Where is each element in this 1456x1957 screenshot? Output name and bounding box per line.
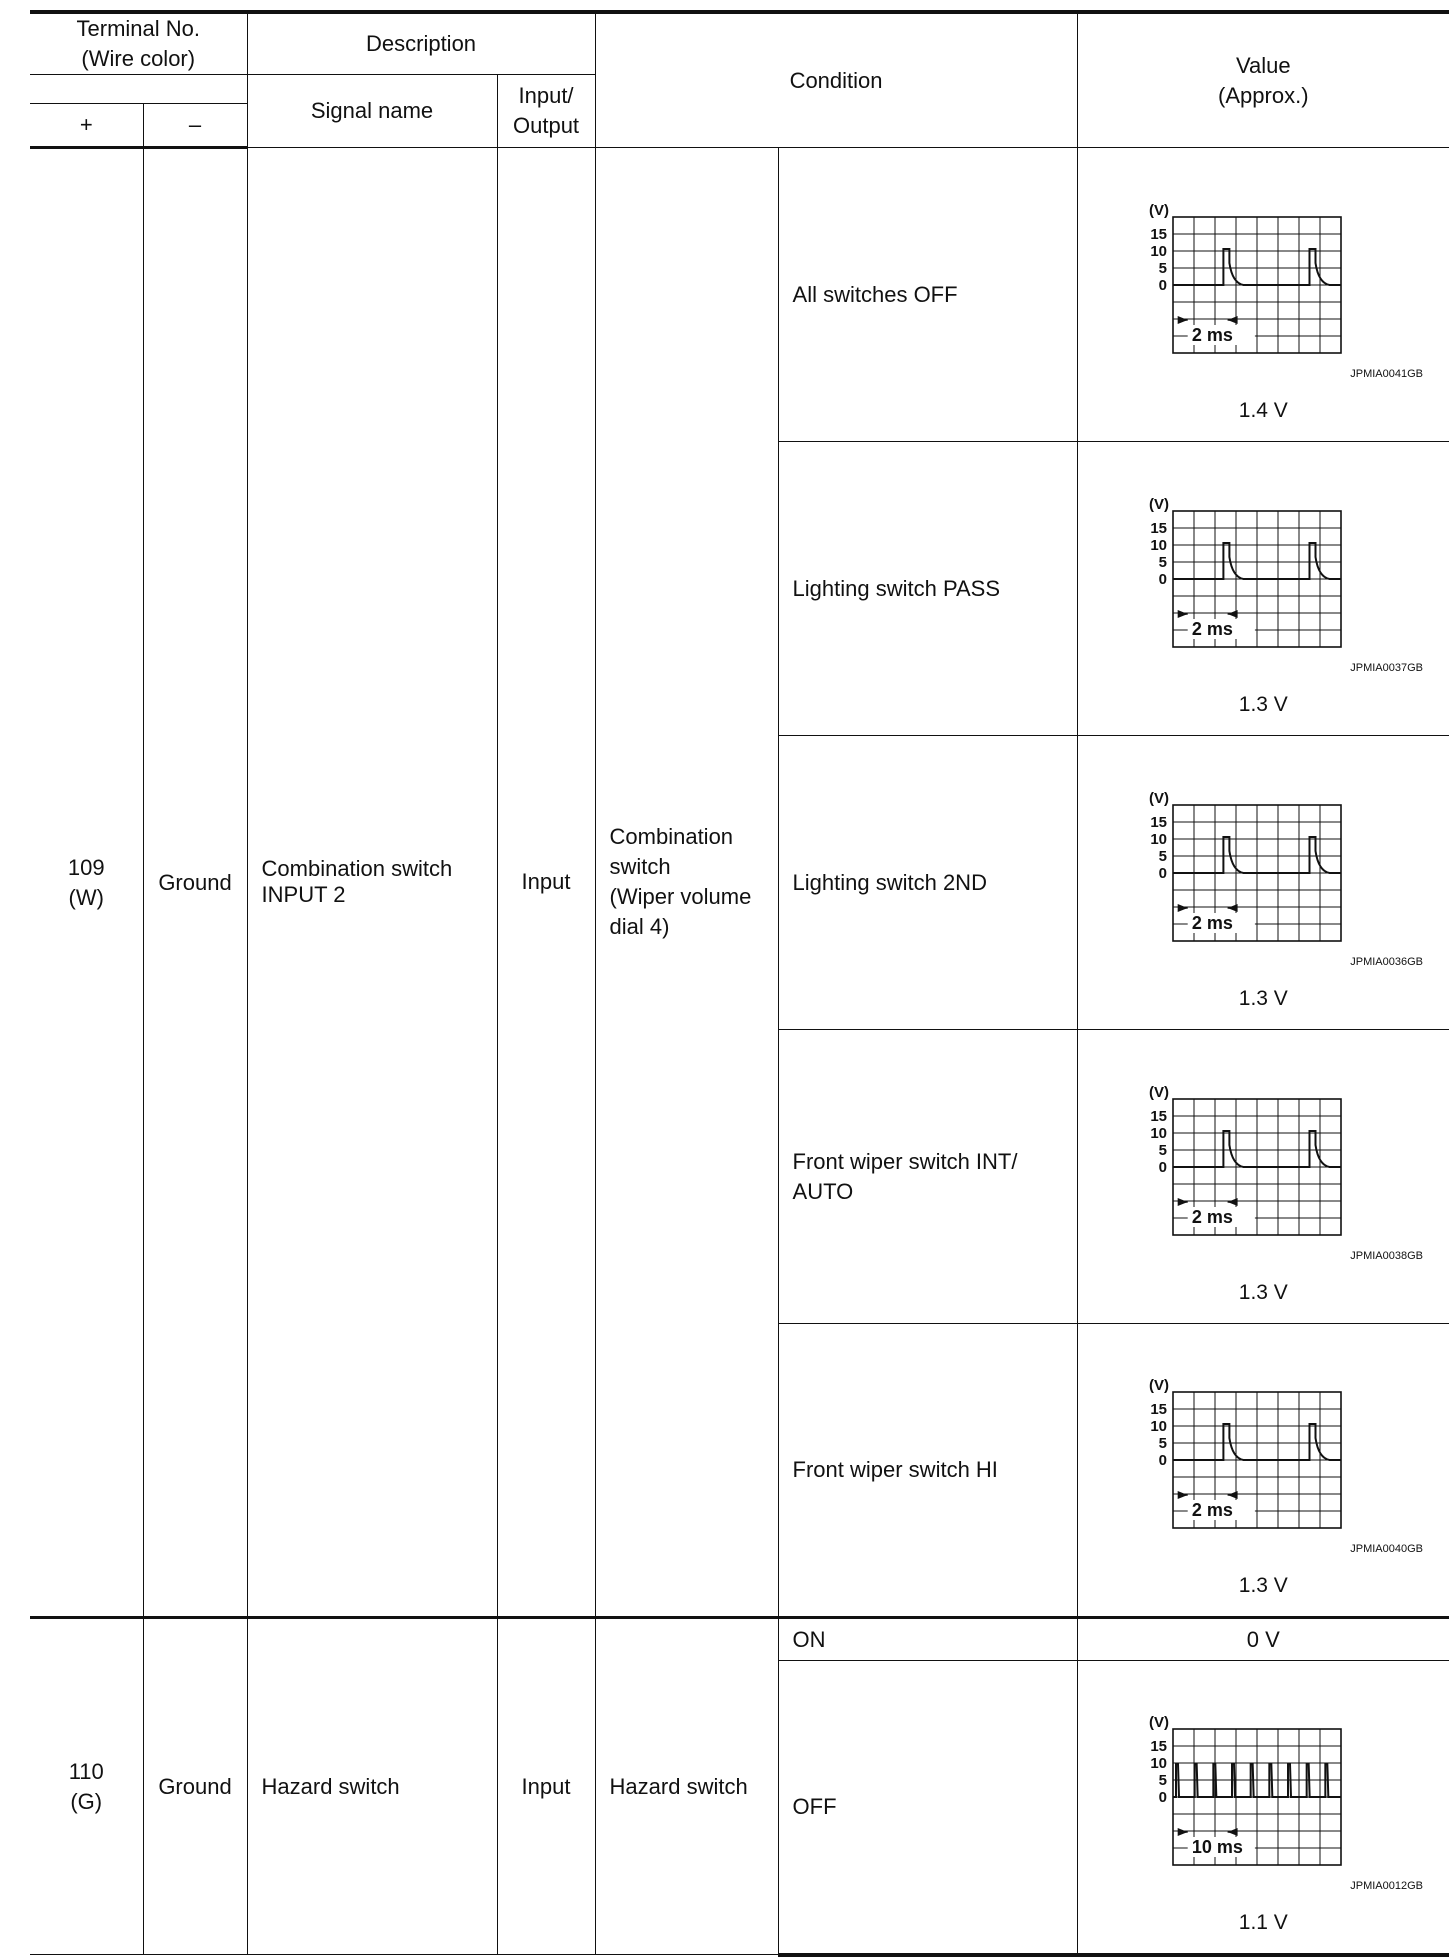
figure-id: JPMIA0037GB <box>1350 661 1424 674</box>
condition-109: Combination switch (Wiper volume dial 4) <box>595 148 778 1618</box>
description-header: Description <box>247 12 595 75</box>
value-text: 1.3 V <box>1238 692 1288 716</box>
scope-y-tick: 5 <box>1158 1771 1168 1789</box>
oscilloscope-waveform <box>1093 461 1433 691</box>
signal-109: Combination switch INPUT 2 <box>247 148 497 1618</box>
time-arrow-left <box>1228 316 1238 324</box>
terminal-no-header: Terminal No. (Wire color) <box>30 12 247 75</box>
scope-y-tick: 5 <box>1158 1435 1168 1452</box>
figure-id: JPMIA0040GB <box>1350 1543 1424 1555</box>
time-arrow-right <box>1178 1491 1188 1499</box>
value-text: 1.1 V <box>1238 1910 1288 1934</box>
scope-y-tick: 0 <box>1158 276 1168 294</box>
scope-y-tick: 10 <box>1150 1754 1168 1772</box>
time-arrow-right <box>1178 610 1188 618</box>
ground-109: Ground <box>143 148 247 1618</box>
time-scale-label: 2 ms <box>1192 1206 1234 1227</box>
value-text: 1.4 V <box>1238 398 1288 422</box>
io-110: Input <box>497 1618 595 1955</box>
time-scale-label: 2 ms <box>1192 912 1234 933</box>
scope-y-tick: 0 <box>1158 1452 1168 1469</box>
figure-id: JPMIA0036GB <box>1350 955 1424 968</box>
time-arrow-right <box>1178 904 1188 912</box>
time-arrow-left <box>1228 1198 1238 1206</box>
value-cell <box>1077 442 1449 736</box>
scope-unit-label: (V) <box>1149 201 1170 219</box>
time-arrow-right <box>1178 1198 1188 1206</box>
ground-110: Ground <box>143 1618 247 1955</box>
scope-y-tick: 5 <box>1158 259 1168 277</box>
value-cell <box>1077 1324 1449 1618</box>
oscilloscope-waveform <box>1093 755 1433 985</box>
scope-y-tick: 15 <box>1150 1401 1168 1418</box>
figure-id: JPMIA0041GB <box>1350 367 1424 380</box>
scope-y-tick: 0 <box>1158 1788 1168 1806</box>
sub-condition: All switches OFF <box>778 148 1077 442</box>
figure-id: JPMIA0038GB <box>1350 1249 1424 1262</box>
value-text: 0 V <box>1077 1618 1449 1661</box>
scope-y-tick: 15 <box>1150 1737 1168 1755</box>
scope-unit-label: (V) <box>1149 789 1170 807</box>
sub-condition: Front wiper switch INT/ AUTO <box>778 1030 1077 1324</box>
signal-name-header: Signal name <box>247 75 497 148</box>
time-scale-label: 2 ms <box>1192 1500 1234 1520</box>
scope-y-tick: 5 <box>1158 553 1168 571</box>
time-scale-label: 2 ms <box>1192 618 1234 639</box>
scope-y-tick: 15 <box>1150 813 1168 831</box>
terminal-109: 109 (W) <box>30 148 143 1618</box>
oscilloscope-waveform <box>1093 167 1433 397</box>
oscilloscope-waveform <box>1093 1049 1433 1279</box>
scope-unit-label: (V) <box>1149 1713 1170 1731</box>
time-arrow-left <box>1228 1828 1238 1836</box>
scope-y-tick: 0 <box>1158 864 1168 882</box>
minus-header: – <box>143 104 247 148</box>
plus-header: + <box>30 104 143 148</box>
terminal-110: 110 (G) <box>30 1618 143 1955</box>
scope-unit-label: (V) <box>1149 1083 1170 1101</box>
value-cell <box>1077 1661 1449 1955</box>
sub-condition: OFF <box>778 1661 1077 1955</box>
value-cell <box>1077 148 1449 442</box>
value-text: 1.3 V <box>1238 1574 1288 1597</box>
oscilloscope-waveform <box>1093 1679 1433 1909</box>
scope-y-tick: 15 <box>1150 519 1168 537</box>
figure-id: JPMIA0012GB <box>1350 1879 1424 1892</box>
value-cell <box>1077 1030 1449 1324</box>
scope-unit-label: (V) <box>1149 495 1170 513</box>
condition-110: Hazard switch <box>595 1618 778 1955</box>
oscilloscope-waveform <box>1093 1342 1433 1572</box>
scope-y-tick: 5 <box>1158 1141 1168 1159</box>
io-109: Input <box>497 148 595 1618</box>
time-scale-label: 10 ms <box>1192 1836 1244 1857</box>
value-header: Value (Approx.) <box>1077 12 1449 148</box>
terminal-spec-table <box>30 10 1449 1957</box>
scope-y-tick: 15 <box>1150 1107 1168 1125</box>
value-cell <box>1077 736 1449 1030</box>
time-arrow-right <box>1178 1828 1188 1836</box>
scope-y-tick: 0 <box>1158 570 1168 588</box>
time-arrow-left <box>1228 610 1238 618</box>
scope-y-tick: 10 <box>1150 536 1168 554</box>
scope-y-tick: 0 <box>1158 1158 1168 1176</box>
time-arrow-left <box>1228 1491 1238 1499</box>
sub-condition: Front wiper switch HI <box>778 1324 1077 1618</box>
sub-condition: Lighting switch PASS <box>778 442 1077 736</box>
value-text: 1.3 V <box>1238 986 1288 1010</box>
sub-condition: Lighting switch 2ND <box>778 736 1077 1030</box>
scope-y-tick: 10 <box>1150 830 1168 848</box>
condition-header: Condition <box>595 12 1077 148</box>
scope-y-tick: 5 <box>1158 847 1168 865</box>
wire-color-spacer <box>30 75 247 104</box>
scope-y-tick: 10 <box>1150 1418 1168 1435</box>
time-arrow-left <box>1228 904 1238 912</box>
value-text: 1.3 V <box>1238 1280 1288 1304</box>
time-arrow-right <box>1178 316 1188 324</box>
scope-y-tick: 10 <box>1150 242 1168 260</box>
scope-unit-label: (V) <box>1149 1377 1170 1394</box>
sub-condition: ON <box>778 1618 1077 1661</box>
time-scale-label: 2 ms <box>1192 324 1234 345</box>
signal-110: Hazard switch <box>247 1618 497 1955</box>
io-header: Input/ Output <box>497 75 595 148</box>
scope-y-tick: 15 <box>1150 225 1168 243</box>
scope-y-tick: 10 <box>1150 1124 1168 1142</box>
